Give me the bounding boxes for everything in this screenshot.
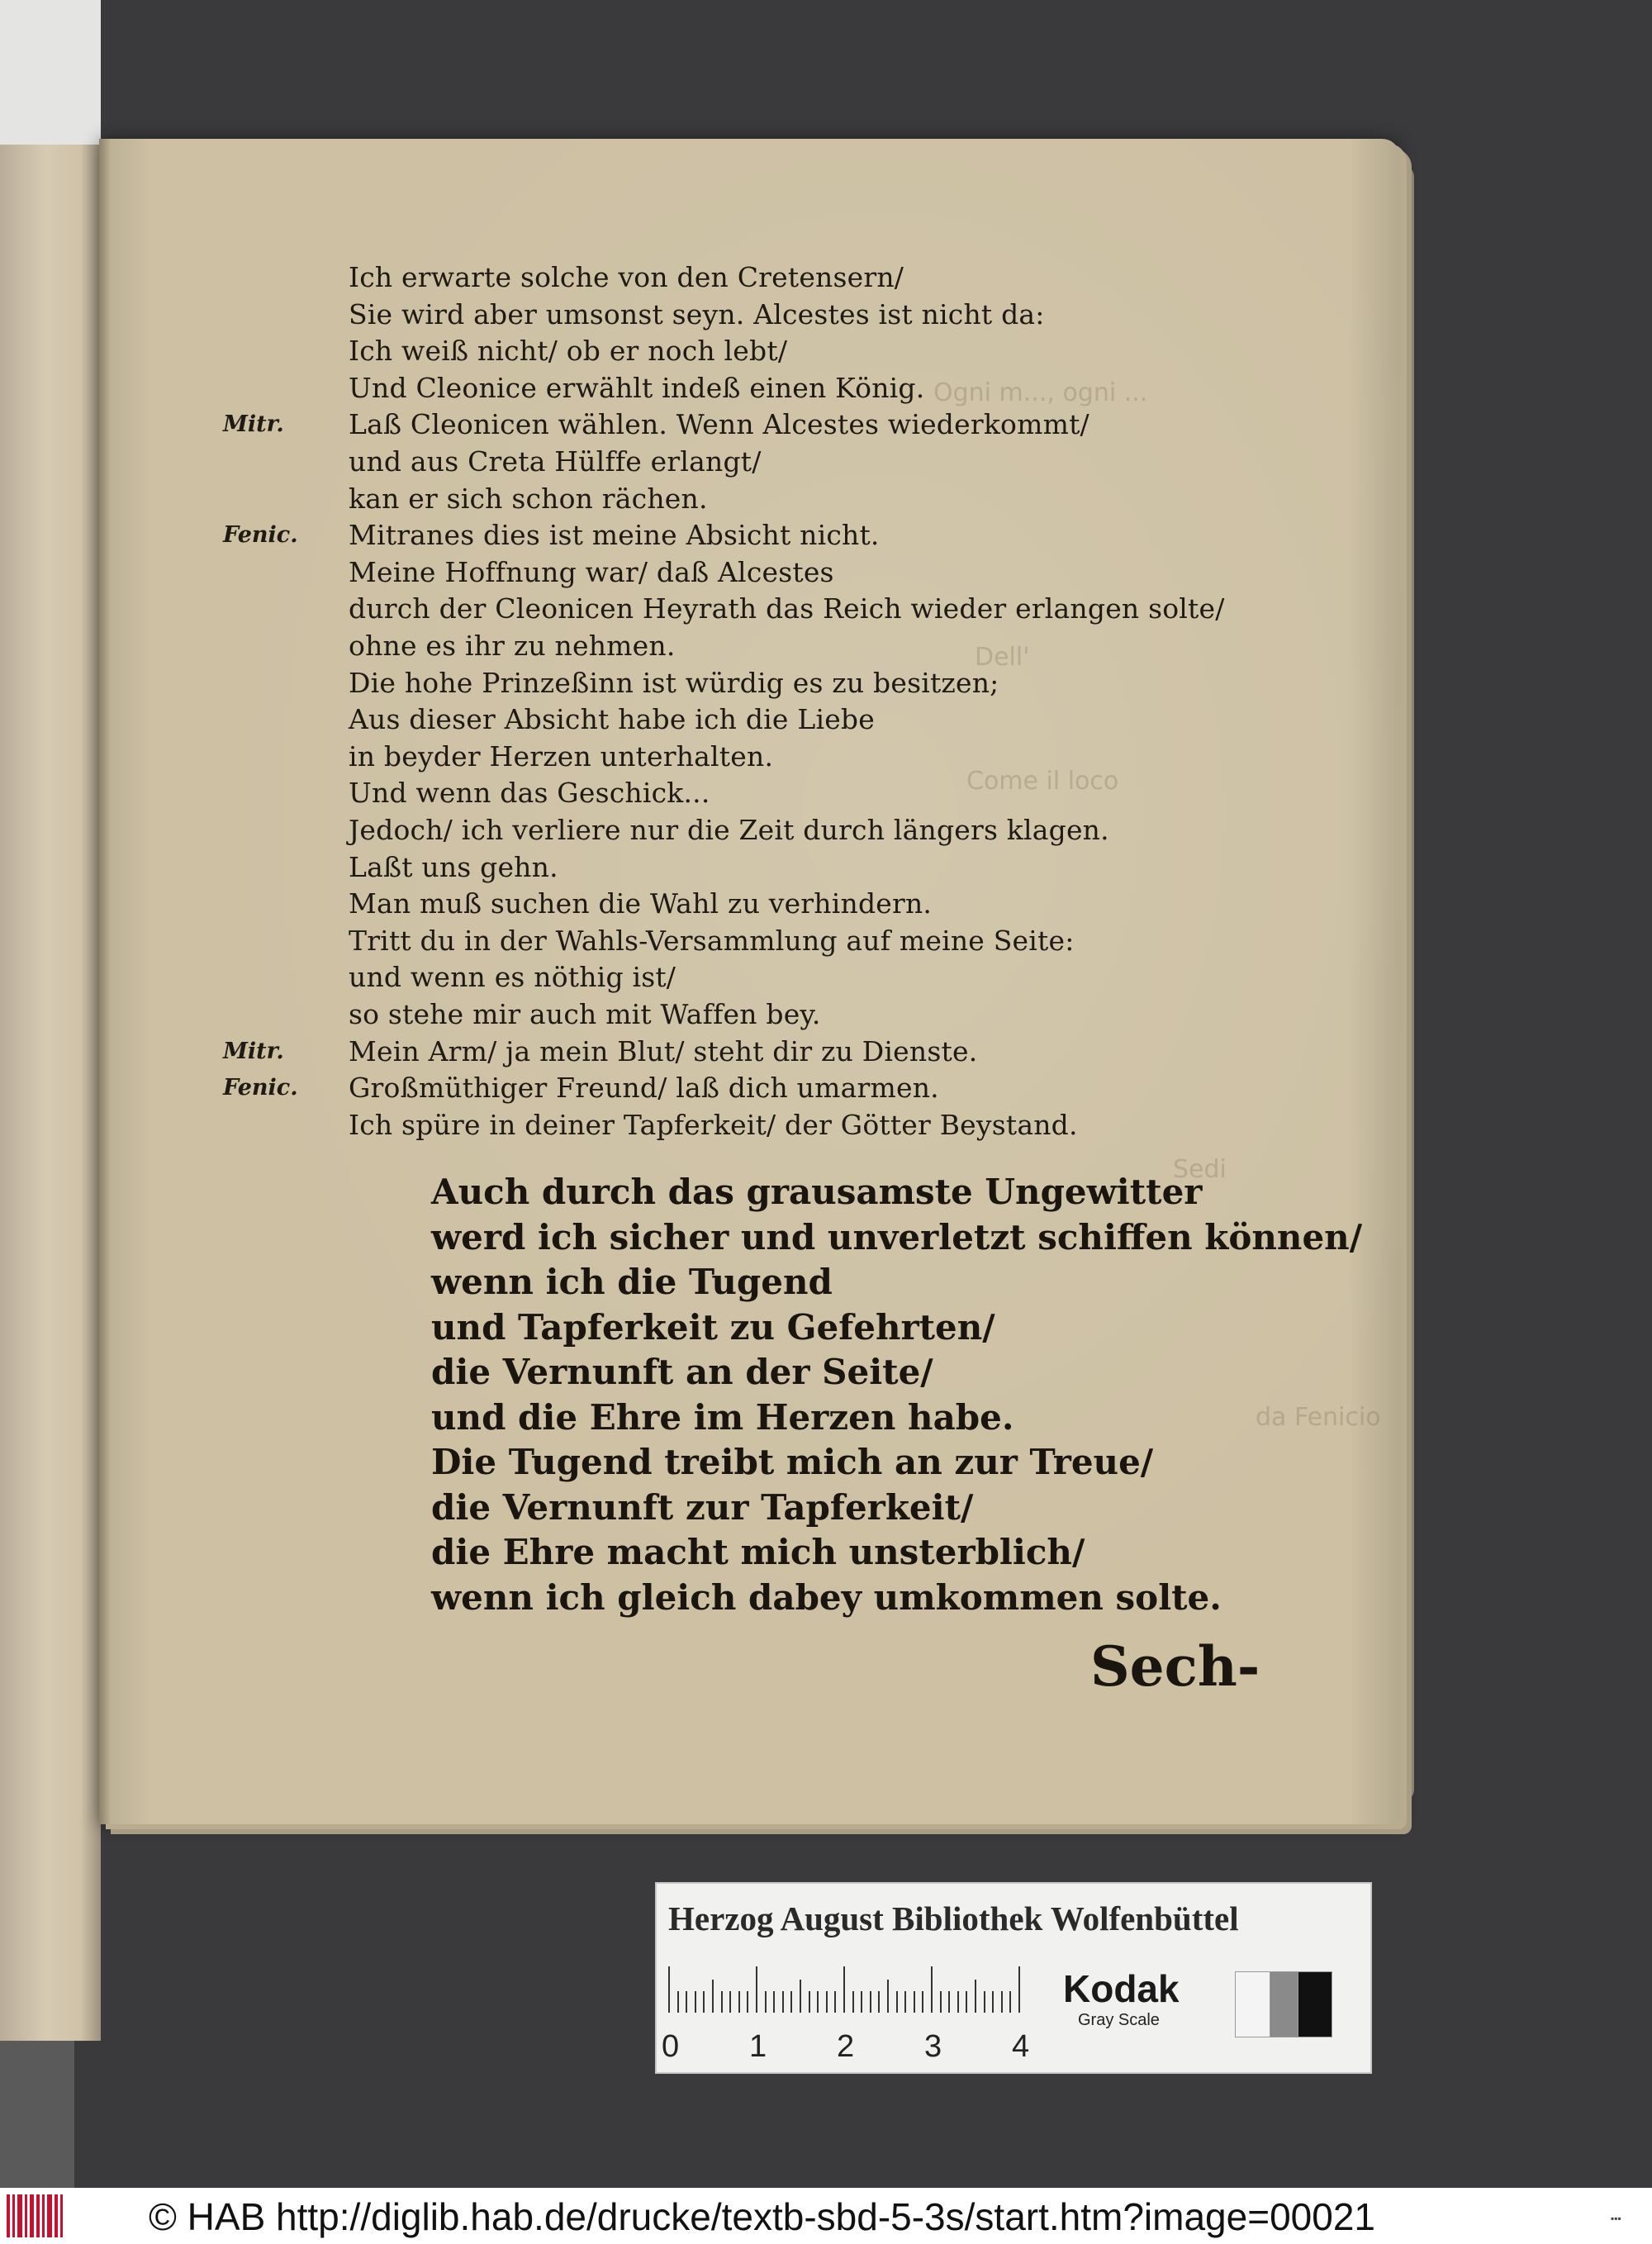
aria-line: und die Ehre im Herzen habe.: [431, 1396, 1014, 1438]
footer-mark-icon: ▪▪▪: [1611, 2213, 1621, 2224]
ruler-tick: [931, 1966, 933, 2013]
gray-swatch: [1270, 1971, 1299, 2037]
ruler-tick: [677, 1991, 679, 2013]
ruler-tick: [695, 1991, 696, 2013]
ruler-tick: [738, 1991, 740, 2013]
ruler-tick: [870, 1991, 871, 2013]
dialogue-line: Die hohe Prinzeßinn ist würdig es zu besitzen;: [349, 666, 999, 699]
logo-bar: [17, 2194, 22, 2237]
ruler-tick: [984, 1991, 985, 2013]
library-name: Herzog August Bibliothek Wolfenbüttel: [668, 1899, 1239, 1937]
ruler-tick: [1009, 1991, 1011, 2013]
aria-line: die Ehre macht mich unsterblich/: [431, 1532, 1085, 1572]
dialogue-line: in beyder Herzen unterhalten.: [349, 739, 774, 773]
aria-line: Auch durch das grausamste Ungewitter: [431, 1172, 1203, 1212]
previous-leaf-shadow: [0, 2041, 74, 2189]
bleed-through-text: Dell': [975, 643, 1030, 672]
ruler-tick: [782, 1991, 784, 2013]
ruler-tick: [729, 1991, 731, 2013]
bleed-through-text: Come il loco: [966, 767, 1119, 796]
aria-line: wenn ich gleich dabey umkommen solte.: [431, 1576, 1222, 1618]
background-top-left: [0, 0, 101, 145]
ruler-tick: [834, 1991, 836, 2013]
gray-swatch: [1298, 1971, 1332, 2037]
ruler-tick: [817, 1991, 819, 2013]
dialogue-line: Großmüthiger Freund/ laß dich umarmen.: [349, 1072, 939, 1105]
catchword: Sech-: [1090, 1634, 1260, 1699]
ruler-number: 3: [924, 2029, 942, 2064]
dialogue-line: durch der Cleonicen Heyrath das Reich wieder erlangen solte/: [349, 592, 1225, 625]
page-text-block: [99, 139, 1400, 1824]
ruler-tick: [896, 1991, 898, 2013]
dialogue-line: Mein Arm/ ja mein Blut/ steht dir zu Dienste.: [349, 1034, 978, 1067]
logo-bar: [55, 2194, 58, 2237]
dialogue-line: Laß Cleonicen wählen. Wenn Alcestes wiederkommt/: [349, 408, 1089, 441]
speaker-label: Mitr.: [223, 1038, 284, 1064]
dialogue-line: Ich weiß nicht/ ob er noch lebt/: [349, 335, 788, 368]
ruler-tick: [852, 1991, 854, 2013]
ruler-number: 0: [662, 2029, 680, 2064]
ruler-tick: [887, 1980, 889, 2013]
dialogue-line: Laßt uns gehn.: [349, 850, 558, 883]
color-calibration-card: [655, 1882, 1372, 2074]
ruler-tick: [668, 1966, 670, 2013]
dialogue-line: Meine Hoffnung war/ daß Alcestes: [349, 555, 834, 588]
ruler-tick: [809, 1991, 810, 2013]
bleed-through-text: Sedi: [1173, 1155, 1227, 1184]
logo-bar: [36, 2194, 40, 2237]
dialogue-line: so stehe mir auch mit Waffen bey.: [349, 998, 821, 1030]
logo-bar: [7, 2194, 10, 2237]
dialogue-line: Aus dieser Absicht habe ich die Liebe: [349, 703, 875, 736]
ruler-tick: [765, 1991, 767, 2013]
ruler-tick: [992, 1991, 994, 2013]
dialogue-line: Mitranes dies ist meine Absicht nicht.: [349, 519, 880, 552]
ruler-tick: [975, 1980, 976, 2013]
dialogue-line: Ich spüre in deiner Tapferkeit/ der Götter Beystand.: [349, 1108, 1078, 1141]
ruler-tick: [800, 1980, 801, 2013]
bleed-through-text: Ogni m..., ogni ...: [933, 378, 1148, 407]
logo-bar: [42, 2194, 45, 2237]
ruler-tick: [922, 1991, 923, 2013]
ruler-tick: [914, 1991, 915, 2013]
dialogue-line: Ich erwarte solche von den Cretensern/: [349, 261, 904, 293]
ruler-tick: [790, 1991, 792, 2013]
speaker-label: Mitr.: [223, 411, 284, 438]
logo-bar: [47, 2194, 52, 2237]
ruler-tick: [1018, 1966, 1020, 2013]
dialogue-line: Tritt du in der Wahls-Versammlung auf meine Seite:: [349, 924, 1075, 957]
dialogue-line: Und Cleonice erwählt indeß einen König.: [349, 371, 925, 404]
ruler-tick: [843, 1966, 845, 2013]
logo-bar: [25, 2194, 27, 2237]
previous-leaf-edge: [0, 0, 101, 2041]
dialogue-line: kan er sich schon rächen.: [349, 482, 708, 515]
logo-bar: [60, 2194, 63, 2237]
ruler-tick: [712, 1980, 714, 2013]
logo-bar: [30, 2194, 34, 2237]
book-page: [99, 139, 1400, 1824]
aria-line: die Vernunft zur Tapferkeit/: [431, 1486, 974, 1528]
ruler-tick: [756, 1966, 757, 2013]
ruler-tick: [948, 1991, 950, 2013]
ruler-tick: [773, 1991, 775, 2013]
ruler-tick: [1001, 1991, 1003, 2013]
hab-logo-icon: [7, 2194, 68, 2237]
ruler-tick: [747, 1991, 748, 2013]
aria-line: und Tapferkeit zu Gefehrten/: [431, 1306, 995, 1348]
dialogue-line: Und wenn das Geschick...: [349, 777, 710, 810]
aria-line: Die Tugend treibt mich an zur Treue/: [431, 1442, 1154, 1482]
footer-copyright-link[interactable]: © HAB http://diglib.hab.de/drucke/textb-sbd-5-3s/start.htm?image=00021: [149, 2195, 1375, 2238]
aria-line: die Vernunft an der Seite/: [431, 1352, 933, 1392]
ruler-tick: [957, 1991, 959, 2013]
ruler-tick: [940, 1991, 942, 2013]
ruler-tick: [966, 1991, 967, 2013]
measurement-ruler: [668, 1966, 1056, 2013]
aria-line: werd ich sicher und unverletzt schiffen können/: [431, 1216, 1363, 1257]
dialogue-line: Sie wird aber umsonst seyn. Alcestes ist nicht da:: [349, 297, 1045, 330]
ruler-tick: [904, 1991, 906, 2013]
ruler-tick: [703, 1991, 705, 2013]
aria-line: wenn ich die Tugend: [431, 1262, 833, 1302]
speaker-label: Fenic.: [223, 522, 298, 549]
page-gutter-shadow: [99, 139, 111, 1824]
dialogue-line: Man muß suchen die Wahl zu verhindern.: [349, 887, 933, 920]
dialogue-line: ohne es ihr zu nehmen.: [349, 630, 676, 662]
ruler-number: 4: [1012, 2029, 1030, 2064]
dialogue-line: Jedoch/ ich verliere nur die Zeit durch längers klagen.: [349, 814, 1109, 846]
ruler-tick: [721, 1991, 723, 2013]
bleed-through-text: da Fenicio: [1256, 1403, 1381, 1432]
footer-bar: [0, 2188, 1652, 2244]
dialogue-line: und aus Creta Hülffe erlangt/: [349, 445, 762, 478]
ruler-tick: [826, 1991, 828, 2013]
ruler-tick: [686, 1991, 687, 2013]
dialogue-line: und wenn es nöthig ist/: [349, 961, 676, 994]
gray-scale-label: Gray Scale: [1078, 2011, 1160, 2029]
ruler-tick: [878, 1991, 880, 2013]
ruler-number: 2: [837, 2029, 855, 2064]
logo-bar: [12, 2194, 15, 2237]
ruler-number: 1: [749, 2029, 767, 2064]
ruler-tick: [861, 1991, 862, 2013]
speaker-label: Fenic.: [223, 1075, 298, 1101]
gray-swatch: [1235, 1971, 1271, 2037]
kodak-logo: Kodak: [1063, 1967, 1180, 2010]
